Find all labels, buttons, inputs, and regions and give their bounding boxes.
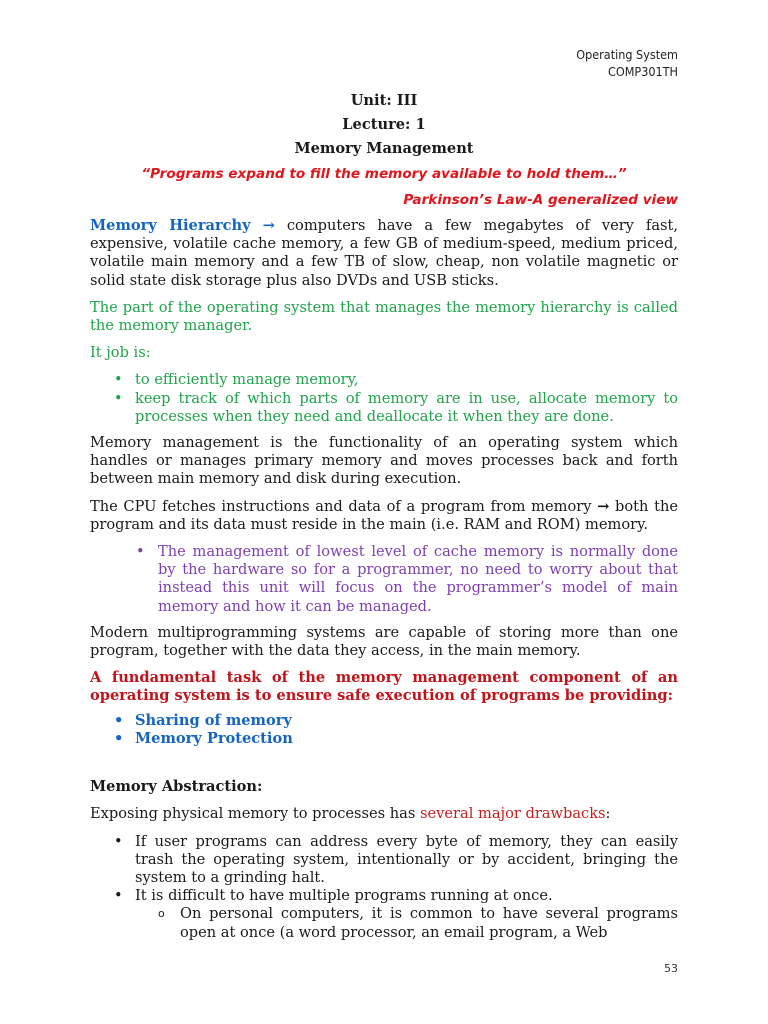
bullet-icon: • xyxy=(114,887,123,905)
memory-hierarchy-term: Memory Hierarchy xyxy=(90,217,251,235)
list-item: • Memory Protection xyxy=(114,729,293,747)
memory-manager-definition: The part of the operating system that manages the memory hierarchy is called the memory manager. xyxy=(90,298,678,335)
bullet-icon: • xyxy=(114,371,123,389)
memory-hierarchy-paragraph xyxy=(90,217,678,290)
list-item: • It is difficult to have multiple programs running at once. xyxy=(114,887,553,905)
epigraph-quote: “Programs expand to fill the memory available to hold them…” xyxy=(141,165,627,182)
bullet-icon: • xyxy=(114,389,123,407)
drawbacks-sublist xyxy=(90,905,678,941)
drawbacks-highlight: several major drawbacks xyxy=(420,805,606,823)
spacer xyxy=(90,756,678,778)
cache-note-list xyxy=(90,543,678,616)
cpu-paragraph: The CPU fetches instructions and data of a program from memory → both the program and its data must reside in the main (i.e. RAM and ROM) memory. xyxy=(90,497,679,533)
list-item: o On personal computers, it is common to have several programs open at once (a word processor, an email program, a Web xyxy=(158,905,678,941)
bullet-icon: • xyxy=(114,729,124,747)
abstraction-intro: Exposing physical memory to processes has several major drawbacks: xyxy=(90,805,611,823)
arrow-icon: → xyxy=(262,217,275,235)
page-header xyxy=(576,46,678,80)
job-intro: It job is: xyxy=(90,344,151,362)
list-item: • to efficiently manage memory, xyxy=(114,371,359,389)
bullet-icon: • xyxy=(114,711,124,729)
abstraction-heading: Memory Abstraction: xyxy=(90,778,263,796)
circle-bullet-icon: o xyxy=(158,907,165,921)
bullet-icon: • xyxy=(114,832,123,850)
bullet-icon: • xyxy=(136,543,145,561)
list-item: • If user programs can address every byte of memory, they can easily trash the operating system, intentionally or by accident, bringing the system to a grinding halt. xyxy=(114,832,678,886)
memory-hierarchy-text: computers have a few megabytes of very fast, expensive, volatile cache memory, a few GB of medium-speed, medium priced, volatile main memory and a few TB of slow, cheap, non volatile magnetic or solid state disk storage plus also DVDs and USB sticks. xyxy=(90,217,679,289)
arrow-icon: → xyxy=(597,497,610,515)
list-item: • The management of lowest level of cache memory is normally done by the hardware so for a programmer, no need to worry about that instead this unit will focus on the programmer’s model of main memory and how it can be managed. xyxy=(136,543,678,615)
lecture-title: Lecture: 1 xyxy=(342,116,426,134)
memory-management-definition: Memory management is the functionality of an operating system which handles or manages primary memory and moves processes back and forth between main memory and disk during execution. xyxy=(90,434,678,488)
unit-title: Unit: III xyxy=(350,92,418,109)
fundamental-task-paragraph: A fundamental task of the memory management component of an operating system is to ensure safe execution of programs be providing: xyxy=(90,669,678,705)
course-code: COMP301TH xyxy=(608,64,678,79)
page-number: 53 xyxy=(664,962,678,975)
list-item: • Sharing of memory xyxy=(114,711,292,729)
list-item: • keep track of which parts of memory are in use, allocate memory to processes when they need and deallocate it when they are done. xyxy=(114,389,678,425)
drawbacks-list xyxy=(90,833,678,906)
job-list xyxy=(90,371,678,426)
course-name: Operating System xyxy=(576,47,678,62)
multiprogramming-paragraph: Modern multiprogramming systems are capable of storing more than one program, together with the data they access, in the main memory. xyxy=(90,623,678,660)
epigraph-attribution: Parkinson’s Law-A generalized view xyxy=(403,191,678,208)
fundamental-list xyxy=(90,712,678,748)
document-body xyxy=(90,92,678,950)
topic-title: Memory Management xyxy=(294,140,474,158)
